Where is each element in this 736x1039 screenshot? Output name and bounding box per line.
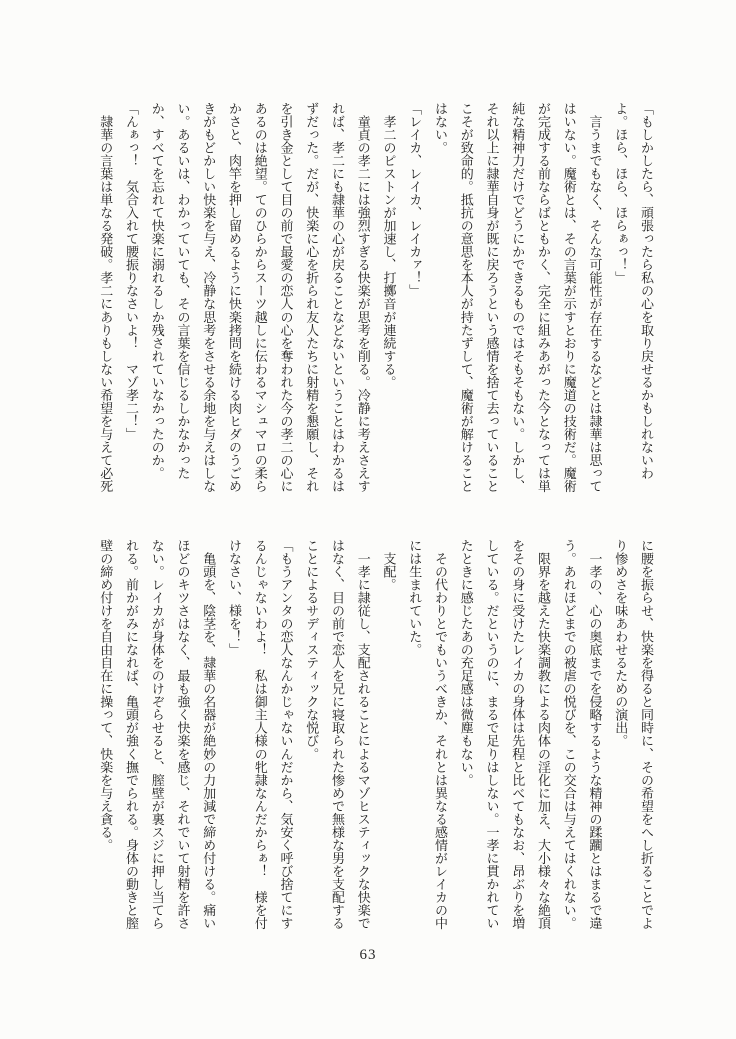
vertical-text-line: 童貞の孝二には強烈すぎる快楽が思考を削る。冷静に考えさえす (355, 102, 371, 493)
vertical-text-line: 孝二のピストンが加速し、打擲音が連続する。 (381, 102, 397, 389)
vertical-text-line: 純な精神力だけでどうにかできるものではそもそもない。しかし、 (510, 102, 526, 493)
vertical-text-line: きがもどかしい快楽を与え、冷静な思考をさせる余地を与えはしな (201, 102, 217, 493)
vertical-text-line: には生まれていた。 (407, 539, 423, 657)
vertical-text-line: はなく、目の前で恋人を兄に寝取られた惨めで無様な男を支配する (330, 539, 345, 930)
vertical-text-line: あるのは絶望。てのひらからスーツ越しに伝わるマシュマロの柔ら (252, 102, 268, 493)
vertical-text-line: 支配。 (381, 539, 397, 592)
vertical-text-line: い。あるいは、わかっていても、その言葉を信じるしかなかった (175, 102, 191, 480)
vertical-text-line: 亀頭を、陰茎を、隷華の名器が絶妙の力加減で締め付ける。痛い (201, 539, 217, 930)
vertical-text-line: はない。 (433, 102, 448, 155)
vertical-text-line: を引き金として目の前で最愛の恋人の心を奪われた今の孝二の心に (278, 102, 294, 493)
vertical-text-line: ない。レイカが身体をのけぞらせると、膣壁が裏スジに押し当てら (149, 539, 165, 930)
vertical-text-line: 言うまでもなく、そんな可能性が存在するなどとは隷華は思って (587, 102, 603, 493)
vertical-text-line: 壁の締め付けを自由自在に操って、快楽を与え貪る。 (98, 539, 114, 852)
text-block-bottom (93, 539, 660, 931)
vertical-text-line: 一孝の、心の奥底までを侵略するような精神の蹂躙とはまるで違 (587, 539, 603, 930)
vertical-text-line: う。あれほどまでの被虐の悦びを、この交合は与えてはくれない。 (561, 539, 577, 930)
vertical-text-line: かさと、肉竿を押し留めるように快楽拷問を続ける肉ヒダのうごめ (227, 102, 242, 493)
vertical-text-line: に腰を振らせ、快楽を得ると同時に、その希望をへし折ることでよ (639, 539, 654, 930)
vertical-text-line: れば、孝二にも隷華の心が戻ることなどないということはわかるは (330, 102, 345, 493)
vertical-text-line: ほどのキツさはなく、最も強く快楽を感じ、それでいて射精を許さ (175, 539, 191, 930)
text-block-top (93, 102, 660, 494)
vertical-text-line: ことによるサディスティックな悦び。 (304, 539, 320, 761)
vertical-text-line: けなさい、様を！」 (227, 539, 242, 657)
vertical-text-line: 隷華の言葉は単なる発破。孝二にありもしない希望を与えて必死 (98, 102, 114, 493)
vertical-text-line: 「もしかしたら、頑張ったら私の心を取り戻せるかもしれないわ (639, 102, 654, 480)
vertical-text-line: か、すべてを忘れて快楽に溺れるしか残されていなかったのか。 (149, 102, 165, 480)
vertical-text-line: をその身に受けたレイカの身体は先程と比べてもなお、昂ぶりを増 (510, 539, 526, 930)
vertical-text-line: れる。前かがみになれば、亀頭が強く撫でられる。身体の動きと膣 (124, 539, 139, 930)
vertical-text-line: が完成する前ならばともかく、完全に組みあがった今となっては単 (536, 102, 551, 493)
vertical-text-line: それ以上に隷華自身が既に戻ろうという感情を捨て去っていること (484, 102, 500, 493)
vertical-text-line: 「もうアンタの恋人なんかじゃないんだから、気安く呼び捨てにす (278, 539, 294, 930)
vertical-text-line: 「んぁっ！ 気合入れて腰振りなさいよ！ マゾ孝二！」 (124, 102, 139, 441)
vertical-text-line: はいない。魔術とは、その言葉が示すとおりに魔道の技術だ。魔術 (561, 102, 577, 493)
vertical-text-line: 限界を越えた快楽調教による肉体の淫化に加え、大小様々な絶頂 (536, 539, 551, 930)
page-number: 63 (359, 947, 377, 963)
vertical-text-line: るんじゃないわよ！ 私は御主人様の牝隷なんだからぁ！ 様を付 (252, 539, 268, 930)
vertical-text-line: 「レイカ、レイカ、レイカァ！」 (407, 102, 423, 298)
vertical-text-line: こそが致命的。抵抗の意思を本人が持たずして、魔術が解けること (458, 102, 474, 493)
vertical-text-line: その代わりとでもいうべきか、それとは異なる感情がレイカの中 (433, 539, 448, 930)
vertical-text-line: 一孝に隷従し、支配されることによるマゾヒスティックな快楽で (355, 539, 371, 930)
vertical-text-line: り惨めさを味あわせるための演出。 (613, 539, 629, 748)
vertical-text-line: ずだった。だが、快楽に心を折られ友人たちに射精を懇願し、それ (304, 102, 320, 493)
vertical-text-line: している。だというのに、まるで足りはしない。一孝に貫かれてい (484, 539, 500, 930)
vertical-text-line: よ。ほら、ほら、ほらぁっ！」 (613, 102, 629, 285)
vertical-text-line: たときに感じたあの充足感は微塵もない。 (458, 539, 474, 787)
